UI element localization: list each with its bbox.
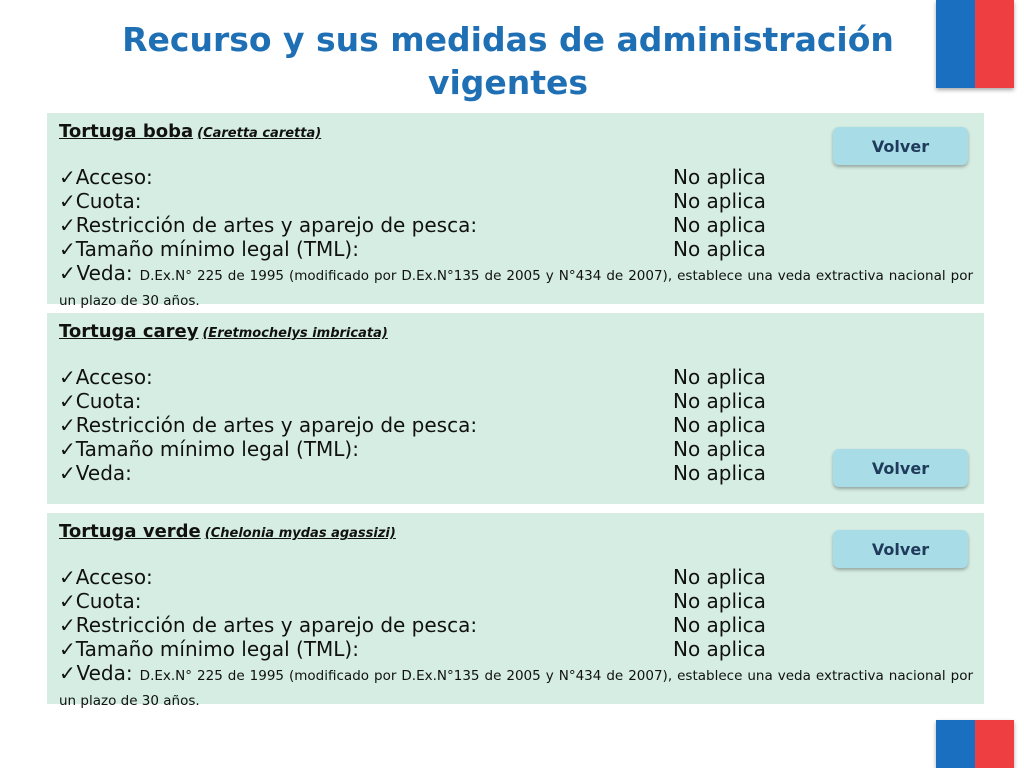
measure-value: No aplica: [673, 213, 766, 237]
checkmark-icon: ✓: [59, 589, 76, 613]
checkmark-icon: ✓: [59, 413, 76, 437]
checkmark-icon: ✓: [59, 565, 76, 589]
measure-value: No aplica: [673, 165, 766, 189]
measure-row-cuota: [59, 389, 973, 413]
measure-value: No aplica: [673, 389, 766, 413]
species-scientific-name: (Eretmochelys imbricata): [202, 326, 388, 341]
measure-value: No aplica: [673, 413, 766, 437]
species-scientific-name: (Chelonia mydas agassizi): [204, 526, 396, 541]
species-name: Tortuga carey: [59, 321, 199, 342]
chile-flag-logo-bottom: [936, 720, 1014, 768]
measure-value: No aplica: [673, 613, 766, 637]
flag-red-stripe: [975, 720, 1014, 768]
checkmark-icon: ✓: [59, 613, 76, 637]
measure-label: Acceso:: [75, 365, 153, 389]
measures-list: [59, 165, 973, 311]
measure-row-veda: [59, 261, 973, 311]
measure-value: No aplica: [673, 589, 766, 613]
volver-button-tortuga-carey[interactable]: Volver: [833, 449, 968, 487]
species-heading: [59, 321, 973, 343]
measure-label: Restricción de artes y aparejo de pesca:: [75, 413, 478, 437]
measure-row-restriccion: [59, 213, 973, 237]
measure-row-veda: [59, 661, 973, 711]
measure-value: No aplica: [673, 237, 766, 261]
checkmark-icon: ✓: [59, 237, 76, 261]
measure-label: Veda:: [76, 261, 133, 285]
measure-label: Veda:: [75, 461, 132, 485]
species-name: Tortuga boba: [59, 121, 194, 142]
measure-value: No aplica: [673, 565, 766, 589]
measure-label: Veda:: [76, 661, 133, 685]
measures-list: [59, 565, 973, 711]
flag-blue-stripe: [936, 720, 975, 768]
checkmark-icon: ✓: [59, 365, 76, 389]
measure-value: No aplica: [673, 461, 766, 485]
measure-label: Tamaño mínimo legal (TML):: [75, 637, 359, 661]
page-title: Recurso y sus medidas de administración vigentes: [122, 20, 894, 102]
measure-value: No aplica: [673, 637, 766, 661]
measure-label: Restricción de artes y aparejo de pesca:: [75, 213, 478, 237]
measure-label: Cuota:: [75, 389, 142, 413]
measure-row-tml: [59, 637, 973, 661]
measure-value: No aplica: [673, 437, 766, 461]
measure-row-acceso: [59, 565, 973, 589]
checkmark-icon: ✓: [59, 437, 76, 461]
measure-label: Tamaño mínimo legal (TML):: [75, 237, 359, 261]
checkmark-icon: ✓: [59, 213, 76, 237]
measure-value: No aplica: [673, 189, 766, 213]
measure-label: Acceso:: [75, 565, 153, 589]
veda-description: D.Ex.N° 225 de 1995 (modificado por D.Ex.N°135 de 2005 y N°434 de 2007), establece una veda extractiva nacional por un plazo de 30 años.: [59, 668, 974, 709]
measure-label: Cuota:: [75, 189, 142, 213]
volver-button-tortuga-boba[interactable]: Volver: [833, 127, 968, 165]
species-name: Tortuga verde: [59, 521, 201, 542]
measure-row-restriccion: [59, 413, 973, 437]
measure-label: Restricción de artes y aparejo de pesca:: [75, 613, 478, 637]
flag-red-stripe: [975, 0, 1014, 88]
checkmark-icon: ✓: [59, 261, 77, 285]
measure-label: Acceso:: [75, 165, 153, 189]
checkmark-icon: ✓: [59, 389, 76, 413]
measure-label: Tamaño mínimo legal (TML):: [75, 437, 359, 461]
checkmark-icon: ✓: [59, 661, 77, 685]
measure-label: Cuota:: [75, 589, 142, 613]
measure-row-tml: [59, 237, 973, 261]
volver-button-tortuga-verde[interactable]: Volver: [833, 530, 968, 568]
checkmark-icon: ✓: [59, 461, 76, 485]
measure-row-cuota: [59, 189, 973, 213]
measure-row-acceso: [59, 165, 973, 189]
checkmark-icon: ✓: [59, 189, 76, 213]
measure-row-acceso: [59, 365, 973, 389]
checkmark-icon: ✓: [59, 165, 76, 189]
measure-row-cuota: [59, 589, 973, 613]
measure-row-restriccion: [59, 613, 973, 637]
measure-value: No aplica: [673, 365, 766, 389]
species-scientific-name: (Caretta caretta): [197, 126, 322, 141]
checkmark-icon: ✓: [59, 637, 76, 661]
veda-description: D.Ex.N° 225 de 1995 (modificado por D.Ex.N°135 de 2005 y N°434 de 2007), establece una veda extractiva nacional por un plazo de 30 años.: [59, 268, 974, 309]
